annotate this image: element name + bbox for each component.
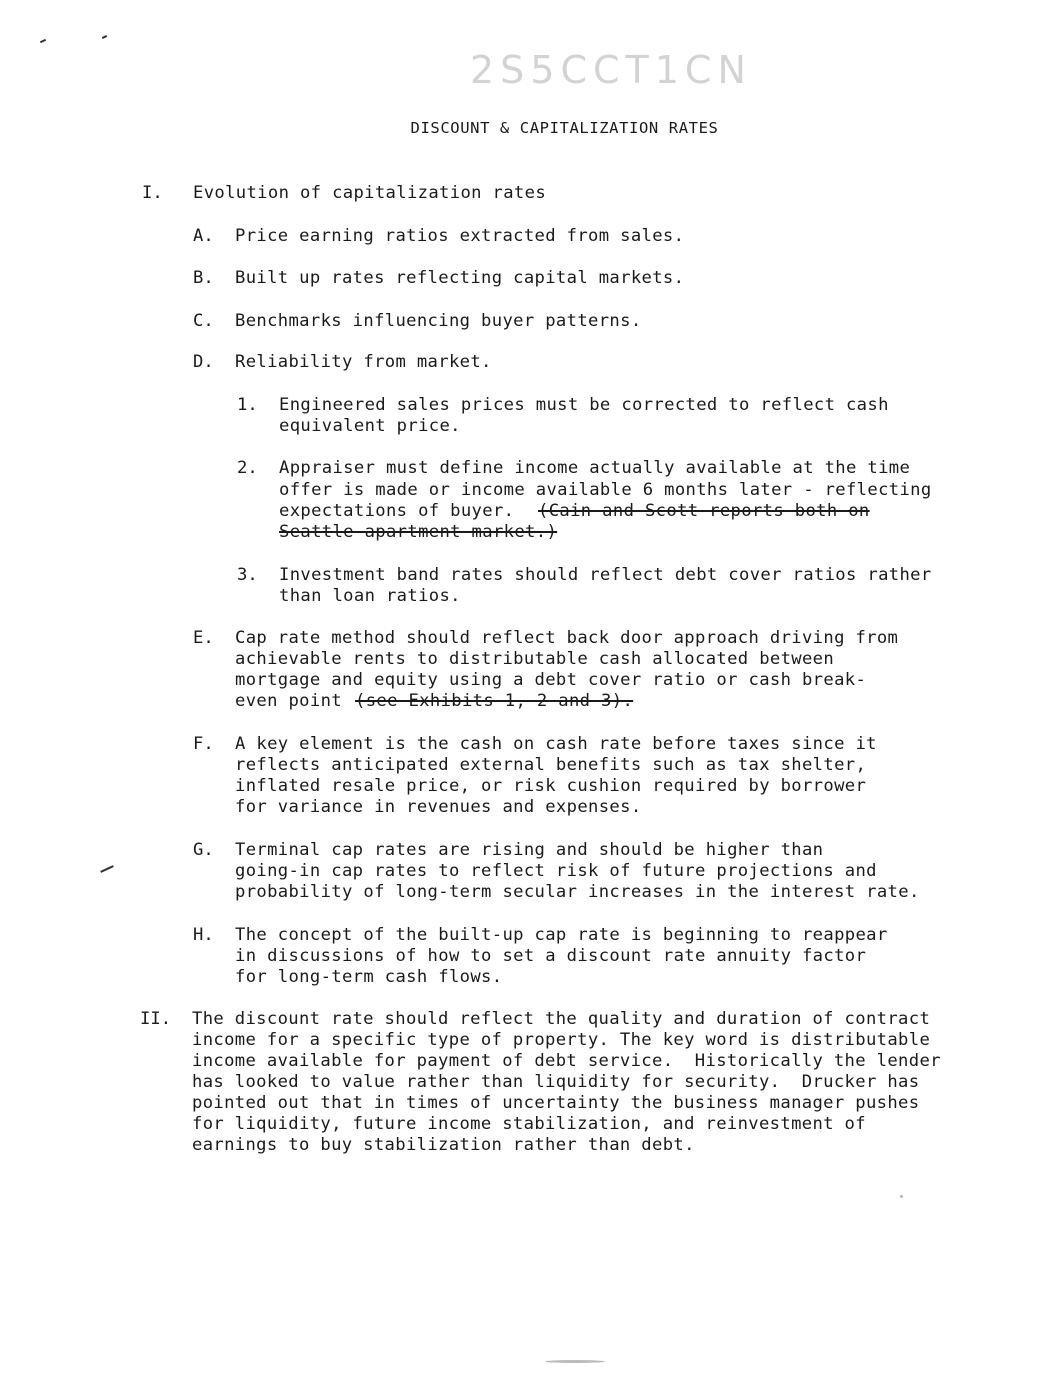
faint-stamp: 2S5CCT1CN bbox=[470, 48, 752, 92]
item-g-line-1: Terminal cap rates are rising and should be higher than bbox=[235, 840, 824, 860]
item-d-letter: D. bbox=[193, 352, 214, 372]
scan-speck bbox=[900, 1195, 903, 1198]
subitem-2-number: 2. bbox=[237, 458, 258, 478]
item-f-line-4: for variance in revenues and expenses. bbox=[235, 797, 642, 817]
item-f-line-3: inflated resale price, or risk cushion required by borrower bbox=[235, 776, 867, 796]
section-2-line-4: has looked to value rather than liquidity for security. Drucker has bbox=[192, 1072, 920, 1092]
item-e-line-3: mortgage and equity using a debt cover ratio or cash break- bbox=[235, 670, 867, 690]
subitem-2-line-2: offer is made or income available 6 months later - reflecting bbox=[279, 480, 932, 500]
section-1-number: I. bbox=[142, 183, 163, 203]
subitem-2-struck-line: Seattle apartment market.) bbox=[279, 522, 558, 542]
subitem-2-line-1: Appraiser must define income actually available at the time bbox=[279, 458, 911, 478]
item-h-line-1: The concept of the built-up cap rate is beginning to reappear bbox=[235, 925, 888, 945]
item-f-letter: F. bbox=[193, 734, 214, 754]
scan-speck bbox=[545, 1360, 605, 1363]
item-e-line-1: Cap rate method should reflect back door approach driving from bbox=[235, 628, 899, 648]
subitem-2-line-3: expectations of buyer. bbox=[279, 501, 515, 521]
section-2-line-5: pointed out that in times of uncertainty the business manager pushes bbox=[192, 1093, 920, 1113]
subitem-3-line-2: than loan ratios. bbox=[279, 586, 461, 606]
section-2-line-3: income available for payment of debt service. Historically the lender bbox=[192, 1051, 941, 1071]
item-h-line-2: in discussions of how to set a discount rate annuity factor bbox=[235, 946, 867, 966]
item-g-letter: G. bbox=[193, 840, 214, 860]
item-g-line-2: going-in cap rates to reflect risk of future projections and bbox=[235, 861, 877, 881]
item-c-letter: C. bbox=[193, 311, 214, 331]
subitem-3-number: 3. bbox=[237, 565, 258, 585]
section-2-line-2: income for a specific type of property. The key word is distributable bbox=[192, 1030, 931, 1050]
item-b-text: Built up rates reflecting capital markets. bbox=[235, 268, 685, 288]
subitem-1-number: 1. bbox=[237, 395, 258, 415]
item-c-text: Benchmarks influencing buyer patterns. bbox=[235, 311, 642, 331]
item-a-letter: A. bbox=[193, 226, 214, 246]
item-f-line-2: reflects anticipated external benefits such as tax shelter, bbox=[235, 755, 867, 775]
section-2-line-6: for liquidity, future income stabilization, and reinvestment of bbox=[192, 1114, 866, 1134]
item-d-text: Reliability from market. bbox=[235, 352, 492, 372]
section-2-number: II. bbox=[140, 1009, 172, 1029]
item-b-letter: B. bbox=[193, 268, 214, 288]
subitem-1-line-2: equivalent price. bbox=[279, 416, 461, 436]
item-e-line-4: even point bbox=[235, 691, 342, 711]
item-e-letter: E. bbox=[193, 628, 214, 648]
item-h-line-3: for long-term cash flows. bbox=[235, 967, 503, 987]
section-1-heading: Evolution of capitalization rates bbox=[193, 183, 547, 203]
section-2-line-7: earnings to buy stabilization rather than debt. bbox=[192, 1135, 695, 1155]
item-g-line-3: probability of long-term secular increases in the interest rate. bbox=[235, 882, 920, 902]
item-e-struck-text: (see Exhibits 1, 2 and 3). bbox=[355, 691, 634, 711]
margin-mark bbox=[100, 865, 114, 873]
item-h-letter: H. bbox=[193, 925, 214, 945]
item-a-text: Price earning ratios extracted from sales. bbox=[235, 226, 685, 246]
item-e-line-2: achievable rents to distributable cash allocated between bbox=[235, 649, 835, 669]
item-f-line-1: A key element is the cash on cash rate before taxes since it bbox=[235, 734, 877, 754]
subitem-1-line-1: Engineered sales prices must be corrected to reflect cash bbox=[279, 395, 889, 415]
subitem-2-struck-text: (Cain and Scott reports both on bbox=[538, 501, 870, 521]
document-title: DISCOUNT & CAPITALIZATION RATES bbox=[410, 119, 719, 137]
margin-mark bbox=[40, 39, 46, 43]
margin-mark bbox=[102, 35, 107, 39]
subitem-3-line-1: Investment band rates should reflect debt cover ratios rather bbox=[279, 565, 932, 585]
section-2-line-1: The discount rate should reflect the quality and duration of contract bbox=[192, 1009, 931, 1029]
